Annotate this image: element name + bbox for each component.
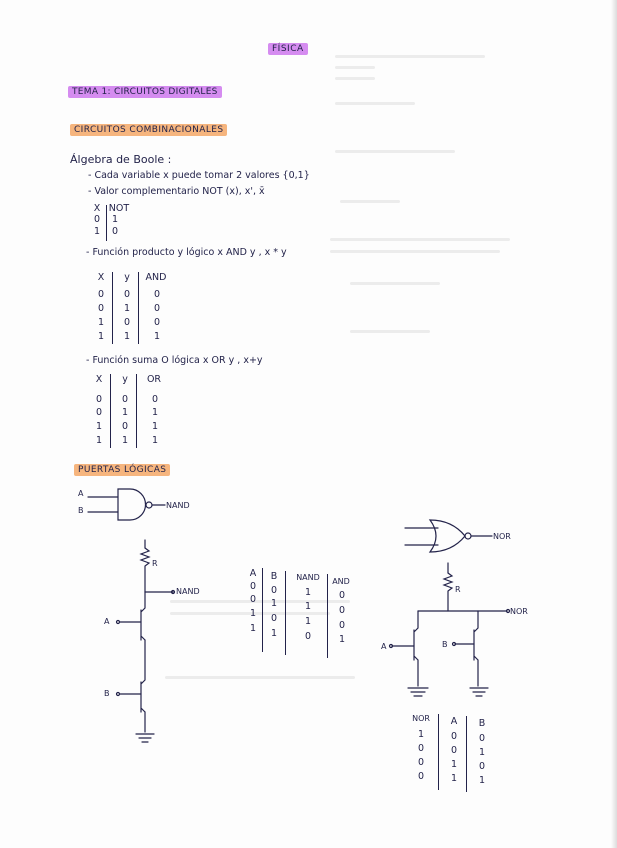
nand-output-label: NAND [166, 501, 190, 510]
table-cell: 0 [153, 303, 161, 314]
table-cell: 0 [338, 590, 346, 601]
table-header: y [122, 374, 128, 385]
section-heading-logic-gates-text: PUERTAS LÓGICAS [74, 464, 170, 476]
table-cell: 0 [97, 289, 105, 300]
table-cell: 0 [95, 407, 103, 418]
nand-input-a-label: A [78, 489, 84, 498]
nor-output-label: NOR [493, 532, 511, 541]
table-cell: 0 [153, 289, 161, 300]
nor-resistor-label: R [455, 585, 461, 594]
table-header: B [270, 571, 278, 582]
table-divider [438, 714, 439, 790]
table-cell: 0 [123, 317, 131, 328]
table-cell: 1 [304, 616, 312, 627]
table-header: X [95, 374, 103, 385]
table-cell: 0 [417, 771, 425, 782]
table-cell: 0 [153, 317, 161, 328]
table-cell: 0 [417, 757, 425, 768]
function-or-line: - Función suma O lógica x OR y , x+y [86, 355, 263, 366]
table-cell: 0 [121, 421, 129, 432]
table-cell: 0 [450, 745, 458, 756]
table-cell: 1 [123, 303, 131, 314]
table-cell: 0 [95, 394, 103, 405]
table-header: A [450, 716, 458, 727]
table-cell: 0 [338, 620, 346, 631]
table-cell: 1 [151, 407, 159, 418]
table-cell: 0 [93, 214, 101, 225]
nand-circuit-input-b-label: B [104, 689, 110, 698]
table-cell: 1 [249, 623, 257, 634]
table-cell: 0 [97, 303, 105, 314]
table-cell: 0 [478, 761, 486, 772]
table-cell: 1 [338, 634, 346, 645]
table-cell: 0 [123, 289, 131, 300]
table-cell: 0 [270, 585, 278, 596]
nor-circuit-input-a-label: A [381, 642, 387, 651]
table-cell: 1 [151, 435, 159, 446]
table-cell: 0 [270, 613, 278, 624]
table-header: y [124, 272, 130, 283]
table-cell: 1 [97, 331, 105, 342]
table-cell: 0 [478, 733, 486, 744]
function-and-line: - Función producto y lógico x AND y , x * y [86, 247, 287, 258]
table-cell: 1 [304, 601, 312, 612]
table-cell: 1 [478, 775, 486, 786]
table-cell: 1 [249, 608, 257, 619]
topic-heading-text: TEMA 1: CIRCUITOS DIGITALES [68, 86, 222, 98]
table-cell: 0 [304, 631, 312, 642]
table-header: A [249, 568, 257, 579]
table-header: X [97, 272, 105, 283]
table-header: NOR [412, 714, 430, 723]
table-header: OR [146, 374, 162, 385]
table-header: NAND [296, 573, 320, 582]
boole-subheading: Álgebra de Boole : [70, 153, 172, 166]
table-cell: 0 [450, 731, 458, 742]
table-cell: 1 [151, 421, 159, 432]
table-cell: 1 [97, 317, 105, 328]
table-cell: 0 [417, 743, 425, 754]
table-header: AND [145, 272, 167, 283]
table-header: AND [332, 577, 350, 586]
table-cell: 0 [151, 394, 159, 405]
nand-input-b-label: B [78, 506, 84, 515]
table-cell: 1 [450, 773, 458, 784]
nand-resistor-label: R [152, 559, 158, 568]
table-cell: 1 [121, 407, 129, 418]
table-cell: 0 [249, 594, 257, 605]
table-cell: 0 [121, 394, 129, 405]
table-cell: 1 [121, 435, 129, 446]
table-divider [466, 716, 467, 792]
table-header: X [93, 203, 101, 214]
nor-circuit-input-b-label: B [442, 640, 448, 649]
table-cell: 0 [249, 581, 257, 592]
nand-circuit-output-label: NAND [176, 587, 200, 596]
table-cell: 1 [304, 587, 312, 598]
table-cell: 0 [338, 605, 346, 616]
table-header: B [478, 718, 486, 729]
table-cell: 1 [153, 331, 161, 342]
nor-table [410, 714, 495, 788]
page-title-text: FÍSICA [268, 43, 308, 55]
bullet-complement: - Valor complementario NOT (x), x', x̄ [88, 186, 265, 197]
table-header: NOT [108, 203, 130, 214]
table-cell: 1 [450, 759, 458, 770]
table-cell: 1 [417, 729, 425, 740]
bullet-variable-values: - Cada variable x puede tomar 2 valores {0,1} [88, 170, 310, 181]
table-cell: 1 [270, 628, 278, 639]
table-cell: 1 [270, 598, 278, 609]
table-cell: 1 [95, 435, 103, 446]
table-cell: 1 [111, 214, 119, 225]
section-heading-combinational-text: CIRCUITOS COMBINACIONALES [70, 124, 227, 136]
nor-circuit-output-label: NOR [510, 607, 528, 616]
table-cell: 1 [95, 421, 103, 432]
table-cell: 0 [111, 226, 119, 237]
nand-circuit-input-a-label: A [104, 617, 110, 626]
table-cell: 1 [478, 747, 486, 758]
table-cell: 1 [93, 226, 101, 237]
table-cell: 1 [123, 331, 131, 342]
